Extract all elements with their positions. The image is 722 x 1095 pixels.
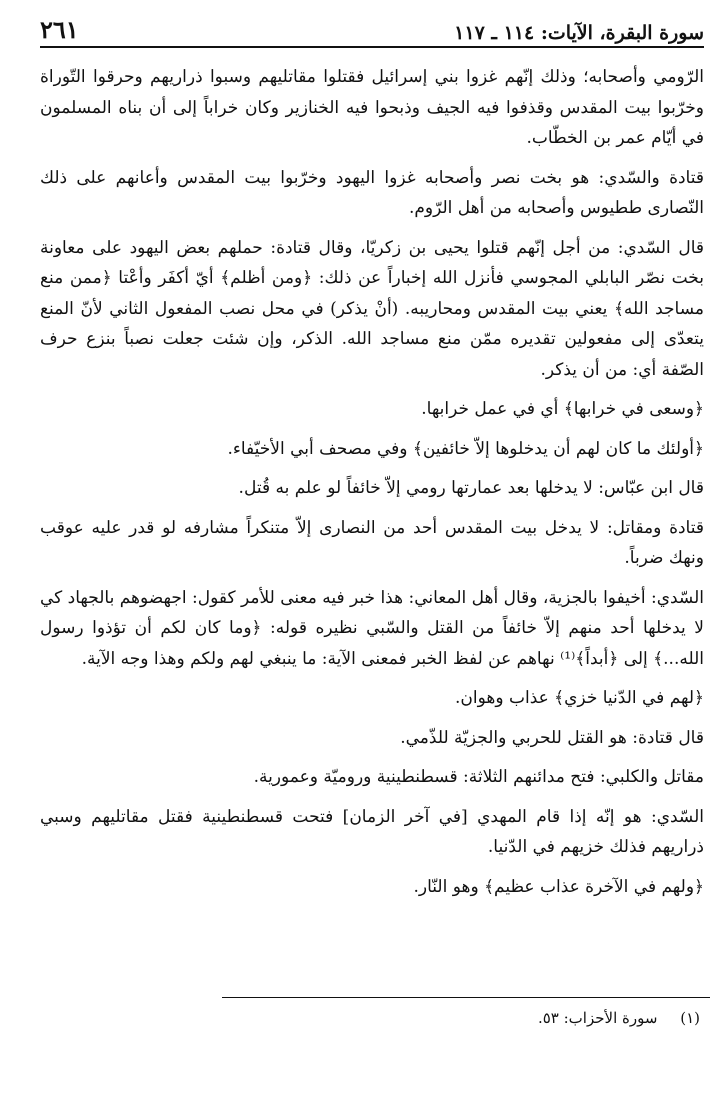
running-title: سورة البقرة، الآيات: ١١٤ ـ ١١٧: [454, 22, 704, 44]
paragraph: ﴿لهم في الدّنيا خزي﴾ عذاب وهوان.: [455, 688, 704, 708]
paragraph: قال ابن عبّاس: لا يدخلها بعد عمارتها رومي إلاّ خائفاً لو علم به قُتل.: [238, 478, 704, 498]
footnote-text: سورة الأحزاب: ٥٣.: [537, 1009, 658, 1027]
paragraph: السّدي: أخيفوا بالجزية، وقال أهل المعاني: هذا خبر فيه معنى للأمر كقول: اجهضوهم بالجهاد كي لا يدخلها أحد منهم إلاّ خائفاً من القتل والسّبي نظيره قوله: ﴿وما كان لكم أن تؤذوا رسول الله...﴾ إلى ﴿أبداً﴾⁽¹⁾ نهاهم عن لفظ الخبر فمعنى الآية: ما ينبغي لهم ولكم وهذا وجه الآية.: [40, 587, 704, 669]
paragraph: السّدي: هو إنّه إذا قام المهدي [في آخر الزمان] فتحت قسطنطينية فقتل مقاتليهم وسبي ذراريهم فذلك خزيهم في الدّنيا.: [40, 806, 704, 857]
paragraph: قال السّدي: من أجل إنّهم قتلوا يحيى بن زكريّا، وقال قتادة: حملهم بعض اليهود على معاونة بخت نصّر البابلي المجوسي فأنزل الله إخباراً عن ذلك: ﴿ومن أظلم﴾ أيّ أكفَر وأعْتا ﴿ممن منع مساجد الله﴾ يعني بيت المقدس ومحاريبه. (أنْ يذكر) في محل نصب المفعول الثاني لأنّ المنع يتعدّى إلى مفعولين تقديره ممّن منع مساجد الله. الذكر، وإن شئت جعلت نصباً بنزع حرف الصّفة أي: من أن يذكر.: [40, 237, 704, 380]
paragraph: ﴿ولهم في الآخرة عذاب عظيم﴾ وهو النّار.: [413, 876, 704, 897]
page-body: [40, 62, 704, 902]
paragraph: قتادة والسّدي: هو بخت نصر وأصحابه غزوا اليهود وخرّبوا بيت المقدس وأعانهم على ذلك النّصارى ططيوس وأصحابه من أهل الرّوم.: [40, 167, 704, 218]
paragraph: قتادة ومقاتل: لا يدخل بيت المقدس أحد من النصارى إلاّ متنكراً مشارفه لو قدر عليه عوقب ونهك ضرباً.: [40, 517, 704, 568]
paragraph: قال قتادة: هو القتل للحربي والجزيّة للذّمي.: [400, 727, 704, 748]
footnote-divider: [222, 997, 710, 998]
footnote: [40, 1006, 700, 1030]
paragraph: مقاتل والكلبي: فتح مدائنهم الثلاثة: قسطنطينية وروميّة وعمورية.: [253, 767, 704, 787]
paragraph: ﴿أولئك ما كان لهم أن يدخلوها إلاّ خائفين﴾ وفي مصحف أبي الأخيّفاء.: [227, 438, 704, 459]
paragraph: الرّومي وأصحابه؛ وذلك إنّهم غزوا بني إسرائيل فقتلوا مقاتليهم وسبوا ذراريهم وحرقوا التّوراة وخرّبوا بيت المقدس وقذفوا فيه الجيف وذبحوا فيه الخنازير وكان خراباً إلى أن بناه المسلمون في أيّام عمر بن الخطّاب.: [40, 67, 704, 148]
page-number: ٢٦١: [40, 15, 79, 44]
footnote-mark: (١): [680, 1009, 700, 1027]
paragraph: ﴿وسعى في خرابها﴾ أي في عمل خرابها.: [421, 399, 704, 419]
page-header: [40, 8, 704, 48]
